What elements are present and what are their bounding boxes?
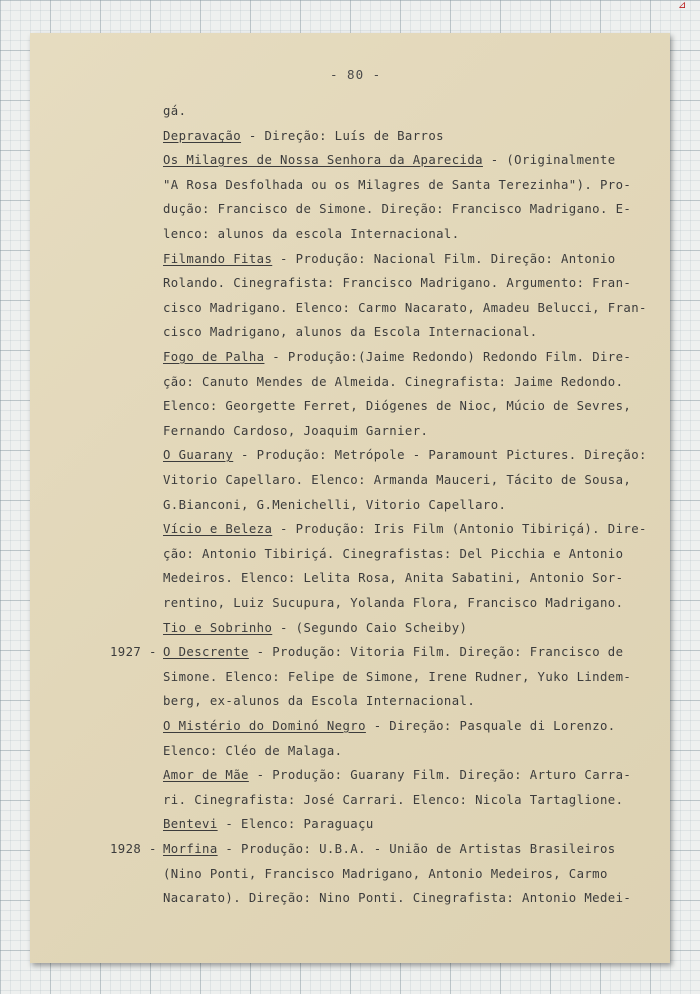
- text-line: [163, 596, 623, 610]
- text-line: [163, 744, 342, 758]
- line-text: - Produção: U.B.A. - União de Artistas Brasileiros: [217, 842, 616, 856]
- film-title: Vício e Beleza: [163, 522, 273, 536]
- line-text: Fernando Cardoso, Joaquim Garnier.: [163, 424, 429, 438]
- line-text: ri. Cinegrafista: José Carrari. Elenco: Nicola Tartaglione.: [163, 793, 624, 807]
- text-line: [163, 202, 631, 216]
- line-text: - (Originalmente: [482, 153, 616, 167]
- film-title: Morfina: [163, 842, 218, 856]
- corner-mark: ⊿: [678, 0, 687, 11]
- text-line: [163, 719, 616, 733]
- line-text: Rolando. Cinegrafista: Francisco Madrigano. Argumento: Fran-: [163, 276, 632, 290]
- film-title: O Guarany: [163, 448, 234, 462]
- text-line: [163, 301, 647, 315]
- film-title: O Descrente: [163, 645, 249, 659]
- line-text: cisco Madrigano, alunos da Escola Internacional.: [163, 325, 538, 339]
- line-text: rentino, Luiz Sucupura, Yolanda Flora, Francisco Madrigano.: [163, 596, 624, 610]
- text-line: [163, 129, 444, 143]
- line-text: ção: Antonio Tibiriçá. Cinegrafistas: Del Picchia e Antonio: [163, 547, 624, 561]
- film-title: Fogo de Palha: [163, 350, 265, 364]
- film-title: Amor de Mãe: [163, 768, 249, 782]
- line-text: gá.: [163, 104, 187, 118]
- line-text: - Produção: Vitoria Film. Direção: Francisco de: [248, 645, 624, 659]
- text-line: [163, 891, 631, 905]
- line-text: - Produção: Nacional Film. Direção: Antonio: [272, 252, 616, 266]
- film-title: Bentevi: [163, 817, 218, 831]
- text-line: [163, 867, 608, 881]
- line-text: Vitorio Capellaro. Elenco: Armanda Mauceri, Tácito de Sousa,: [163, 473, 632, 487]
- line-text: - Elenco: Paraguaçu: [217, 817, 374, 831]
- text-line: [163, 178, 631, 192]
- line-text: Nacarato). Direção: Nino Ponti. Cinegrafista: Antonio Medei-: [163, 891, 632, 905]
- line-text: dução: Francisco de Simone. Direção: Francisco Madrigano. E-: [163, 202, 632, 216]
- line-text: - (Segundo Caio Scheiby): [272, 621, 468, 635]
- text-line: [163, 793, 623, 807]
- line-text: - Produção: Iris Film (Antonio Tibiriçá). Dire-: [272, 522, 647, 536]
- film-title: O Mistério do Dominó Negro: [163, 719, 366, 733]
- year-label: 1927 -: [110, 645, 157, 659]
- line-text: ção: Canuto Mendes de Almeida. Cinegrafista: Jaime Redondo.: [163, 375, 624, 389]
- text-line: [163, 227, 460, 241]
- line-text: Elenco: Georgette Ferret, Diógenes de Nioc, Múcio de Sevres,: [163, 399, 632, 413]
- text-line: [163, 842, 616, 856]
- text-line: [163, 621, 467, 635]
- text-line: [163, 424, 428, 438]
- line-text: Simone. Elenco: Felipe de Simone, Irene Rudner, Yuko Lindem-: [163, 670, 632, 684]
- text-line: [163, 694, 475, 708]
- text-line: [163, 448, 647, 462]
- text-line: [163, 325, 538, 339]
- line-text: - Direção: Pasquale di Lorenzo.: [365, 719, 616, 733]
- text-line: [163, 350, 631, 364]
- text-line: [163, 375, 623, 389]
- film-title: Tio e Sobrinho: [163, 621, 273, 635]
- line-text: - Produção: Metrópole - Paramount Pictures. Direção:: [233, 448, 647, 462]
- line-text: - Produção:(Jaime Redondo) Redondo Film. Dire-: [264, 350, 632, 364]
- line-text: berg, ex-alunos da Escola Internacional.: [163, 694, 476, 708]
- line-text: lenco: alunos da escola Internacional.: [163, 227, 460, 241]
- year-label: 1928 -: [110, 842, 157, 856]
- text-line: [163, 670, 631, 684]
- line-text: Medeiros. Elenco: Lelita Rosa, Anita Sabatini, Antonio Sor-: [163, 571, 624, 585]
- line-text: G.Bianconi, G.Menichelli, Vitorio Capellaro.: [163, 498, 507, 512]
- text-line: [163, 498, 506, 512]
- text-line: [163, 571, 623, 585]
- text-line: [163, 276, 631, 290]
- line-text: (Nino Ponti, Francisco Madrigano, Antonio Medeiros, Carmo: [163, 867, 608, 881]
- line-text: cisco Madrigano. Elenco: Carmo Nacarato, Amadeu Belucci, Fran-: [163, 301, 647, 315]
- line-text: - Produção: Guarany Film. Direção: Arturo Carra-: [248, 768, 632, 782]
- line-text: "A Rosa Desfolhada ou os Milagres de Santa Terezinha"). Pro-: [163, 178, 632, 192]
- text-line: [163, 252, 616, 266]
- line-text: - Direção: Luís de Barros: [241, 129, 444, 143]
- page-number: - 80 -: [330, 67, 382, 82]
- text-line: [163, 768, 631, 782]
- film-title: Depravação: [163, 129, 242, 143]
- text-line: [163, 522, 647, 536]
- line-text: Elenco: Cléo de Malaga.: [163, 744, 343, 758]
- text-line: [163, 104, 186, 118]
- text-line: [163, 645, 623, 659]
- text-line: [163, 473, 631, 487]
- film-title: Os Milagres de Nossa Senhora da Aparecida: [163, 153, 483, 167]
- text-line: [163, 817, 374, 831]
- text-line: [163, 153, 616, 167]
- text-line: [163, 399, 631, 413]
- film-title: Filmando Fitas: [163, 252, 273, 266]
- text-line: [163, 547, 623, 561]
